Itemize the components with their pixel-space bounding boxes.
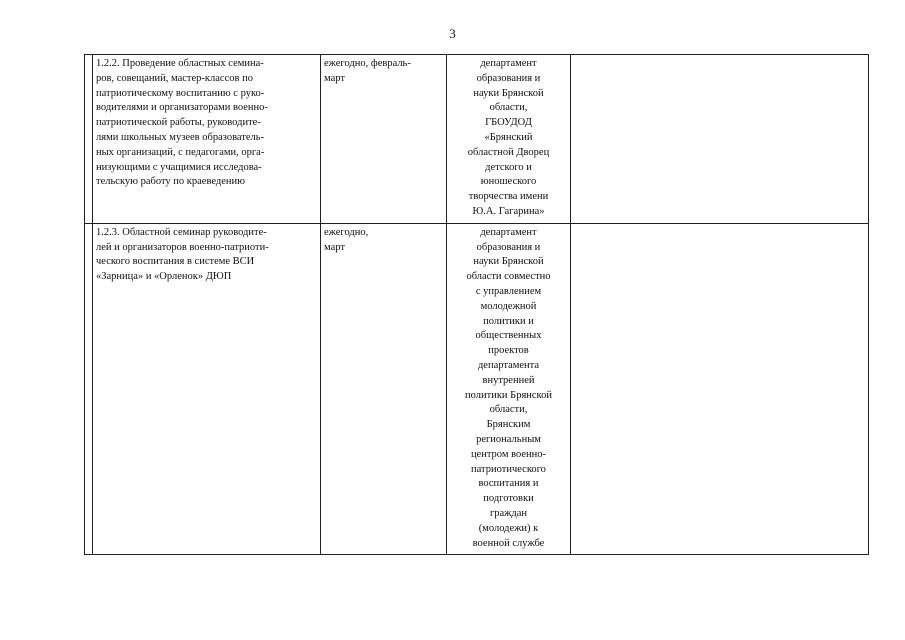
- responsible-text: [450, 226, 567, 552]
- cell-line: проектов: [488, 345, 529, 357]
- cell-line: политики Брянской: [465, 389, 552, 401]
- cell-line: области,: [489, 404, 528, 416]
- cell-line: ров, совещаний, мастер-классов по: [96, 72, 253, 84]
- cell-line: Ю.А. Гагарина»: [472, 205, 545, 217]
- term-cell: [321, 223, 447, 555]
- activity-cell: [93, 55, 321, 224]
- table-row: [85, 55, 869, 224]
- activity-text: [96, 57, 317, 190]
- cell-line: центром военно-: [470, 448, 547, 460]
- cell-line: патриотическому воспитанию с руко-: [96, 87, 265, 99]
- cell-line: региональным: [476, 433, 541, 445]
- cell-line: воспитания и: [478, 478, 539, 490]
- note-cell: [571, 223, 869, 555]
- responsible-text: [450, 57, 567, 220]
- cell-line: науки Брянской: [473, 87, 544, 99]
- responsible-cell: [447, 223, 571, 555]
- term-cell: [321, 55, 447, 224]
- term-text: [324, 226, 443, 256]
- cell-line: «Брянский: [484, 131, 533, 143]
- cell-line: ГБОУДОД: [485, 117, 532, 129]
- cell-line: 1.2.2. Проведение областных семина-: [96, 58, 264, 69]
- cell-line: области,: [489, 102, 528, 114]
- cell-line: тельскую работу по краеведению: [96, 176, 245, 188]
- cell-line: ческого воспитания в системе ВСИ: [96, 256, 255, 268]
- row-marker-cell: [85, 55, 93, 224]
- cell-line: области совместно: [466, 271, 551, 283]
- table-row: [85, 223, 869, 555]
- cell-line: юношеского: [480, 176, 537, 188]
- activity-cell: [93, 223, 321, 555]
- cell-line: областной Дворец: [467, 146, 550, 158]
- cell-line: Брянским: [486, 419, 531, 431]
- cell-line: политики и: [483, 315, 534, 327]
- cell-line: март: [324, 72, 345, 84]
- cell-line: общественных: [475, 330, 542, 342]
- cell-line: творчества имени: [468, 191, 549, 203]
- cell-line: образования и: [476, 72, 541, 84]
- activity-text: [96, 226, 317, 285]
- cell-line: ежегодно, февраль-: [324, 58, 411, 69]
- cell-line: департамента: [477, 359, 540, 371]
- term-text: [324, 57, 443, 87]
- cell-line: детского и: [485, 161, 532, 173]
- page-number: 3: [449, 26, 456, 41]
- cell-line: с управлением: [475, 285, 542, 297]
- cell-line: науки Брянской: [473, 256, 544, 268]
- cell-line: ных организаций, с педагогами, орга-: [96, 146, 265, 158]
- cell-line: лей и организаторов военно-патриоти-: [96, 241, 269, 253]
- cell-line: патриотического: [471, 463, 546, 475]
- cell-line: департамент: [480, 58, 537, 69]
- cell-line: ежегодно,: [324, 226, 369, 238]
- cell-line: военной службе: [472, 537, 545, 549]
- cell-line: образования и: [476, 241, 541, 253]
- cell-line: патриотической работы, руководите-: [96, 117, 261, 129]
- cell-line: молодежной: [480, 300, 537, 312]
- cell-line: лями школьных музеев образователь-: [96, 131, 265, 143]
- plan-table-body: [85, 55, 869, 555]
- cell-line: март: [324, 241, 345, 253]
- row-marker-cell: [85, 223, 93, 555]
- cell-line: внутренней: [482, 374, 535, 386]
- note-cell: [571, 55, 869, 224]
- cell-line: (молодежи) к: [478, 522, 539, 534]
- cell-line: водителями и организаторами военно-: [96, 102, 268, 114]
- cell-line: подготовки: [483, 493, 534, 505]
- plan-table: [84, 54, 869, 555]
- cell-line: департамент: [480, 226, 537, 238]
- cell-line: граждан: [489, 507, 528, 519]
- responsible-cell: [447, 55, 571, 224]
- cell-line: низующими с учащимися исследова-: [96, 161, 262, 173]
- cell-line: «Зарница» и «Орленок» ДЮП: [96, 271, 232, 283]
- cell-line: 1.2.3. Областной семинар руководите-: [96, 226, 267, 238]
